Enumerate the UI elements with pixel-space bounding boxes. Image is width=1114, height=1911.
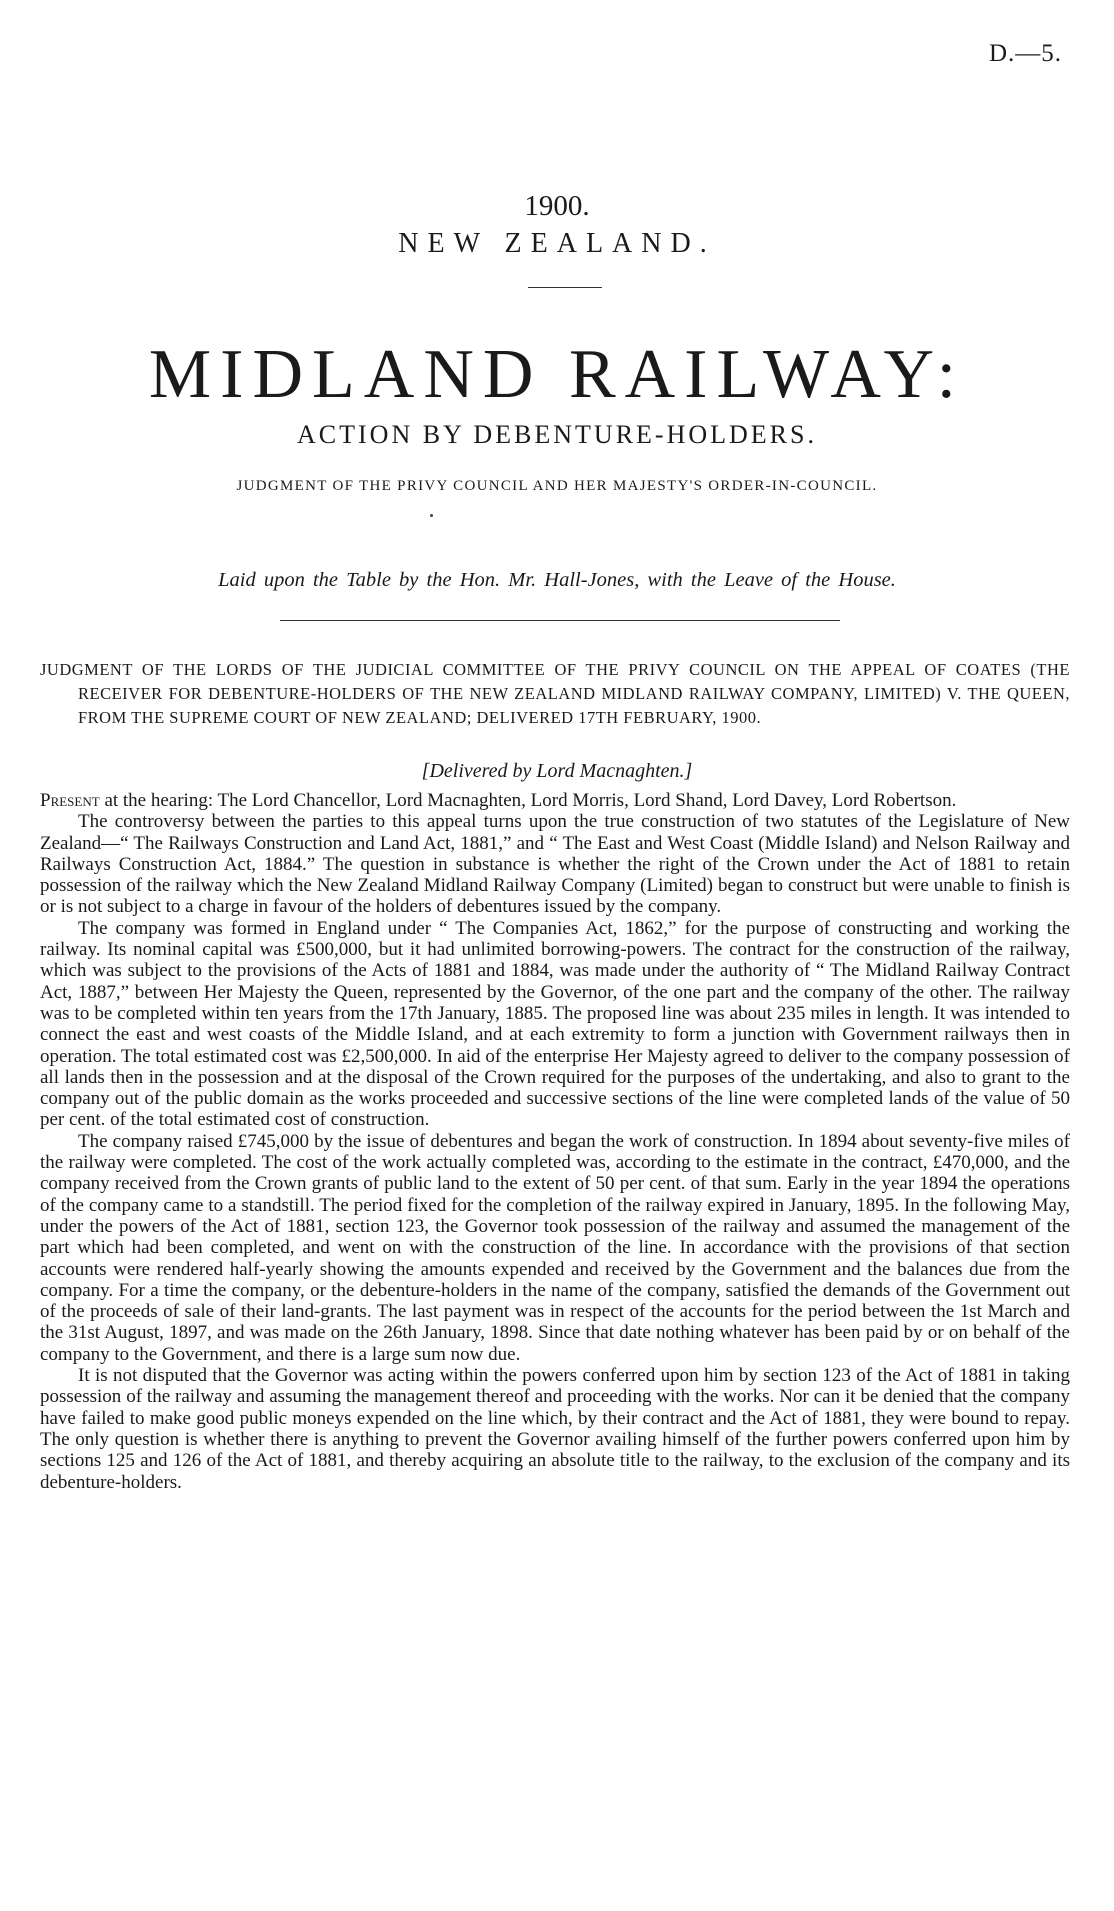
delivered-by: [Delivered by Lord Macnaghten.]: [421, 760, 693, 782]
paragraph-3: The company raised £745,000 by the issue of debentures and began the work of construction. In 1894 about seventy-five miles of the railway were completed. The cost of the work actually completed was, according to the estimate in the contract, £470,000, and the company received from the Crown grants of public land to the extent of 50 per cent. of that sum. Early in the year 1894 the operations of the company came to a standstill. The period fixed for the completion of the railway expired in January, 1895. In the following May, under the powers of the Act of 1881, section 123, the Governor took possession of the railway and assumed the management of the part which had been completed, and went on with the construction of the line. In accordance with the provisions of that section accounts were rendered half-yearly showing the amounts expended and received by the Government and the balances due from the company. For a time the company, or the debenture-holders in the name of the company, satisfied the demands of the Government out of the proceeds of sale of their land-grants. The last payment was in respect of the accounts for the period between the 1st March and the 31st August, 1897, and was made on the 26th January, 1898. Since that date nothing whatever has been paid by or on behalf of the company to the Government, and there is a large sum now due.: [40, 1130, 1070, 1365]
body-text: [40, 790, 1070, 1493]
present-text: at the hearing: The Lord Chancellor, Lord Macnaghten, Lord Morris, Lord Shand, Lord Davey, Lord Robertson.: [99, 790, 957, 811]
page-code: D.—5.: [988, 40, 1062, 67]
country: NEW ZEALAND.: [398, 228, 716, 259]
judgment-heading: JUDGMENT OF THE LORDS OF THE JUDICIAL COMMITTEE OF THE PRIVY COUNCIL ON THE APPEAL OF COATES (THE RECEIVER FOR DEBENTURE-HOLDERS OF THE NEW ZEALAND MIDLAND RAILWAY COMPANY, LIMITED) V. THE QUEEN, FROM THE SUPREME COURT OF NEW ZEALAND; DELIVERED 17TH FEBRUARY, 1900.: [40, 660, 1070, 727]
paragraph-1: The controversy between the parties to this appeal turns upon the true construction of two statutes of the Legislature of New Zealand—“ The Railways Construction and Land Act, 1881,” and “ The East and West Coast (Middle Island) and Nelson Railway and Railways Construction Act, 1884.” The question in substance is whether the right of the Crown under the Act of 1881 to retain possession of the railway which the New Zealand Midland Railway Company (Limited) began to construct but were unable to finish is or is not subject to a charge in favour of the holders of debentures issued by the company.: [40, 811, 1070, 918]
present-paragraph: [40, 790, 1070, 811]
short-divider: [528, 287, 602, 288]
paragraph-2: The company was formed in England under “ The Companies Act, 1862,” for the purpose of constructing and working the railway. Its nominal capital was £500,000, but it had unlimited borrowing-powers. The contract for the construction of the railway, which was subject to the provisions of the Acts of 1881 and 1884, was made under the authority of “ The Midland Railway Contract Act, 1887,” between Her Majesty the Queen, represented by the Governor, of the one part and the company of the other. The railway was to be completed within ten years from the 17th January, 1885. The proposed line was about 235 miles in length. It was intended to connect the east and west coasts of the Middle Island, and at each extremity to form a junction with Government railways then in operation. The total estimated cost was £2,500,000. In aid of the enterprise Her Majesty agreed to deliver to the company possession of all lands then in the possession and at the disposal of the Crown required for the purposes of the undertaking, and also to grant to the company out of the public domain as the works proceeded and successive sections of the line were completed lands of the value of 50 per cent. of the total estimated cost of construction.: [40, 917, 1070, 1131]
print-dot: [430, 514, 433, 517]
present-label: Present: [40, 790, 100, 811]
subheading: JUDGMENT OF THE PRIVY COUNCIL AND HER MAJESTY'S ORDER-IN-COUNCIL.: [236, 478, 878, 494]
long-divider: [280, 620, 840, 621]
laid-upon-note: Laid upon the Table by the Hon. Mr. Hall-Jones, with the Leave of the House.: [218, 569, 896, 591]
paragraph-4: It is not disputed that the Governor was acting within the powers conferred upon him by section 123 of the Act of 1881 in taking possession of the railway and assuming the management thereof and proceeding with the works. Nor can it be denied that the company have failed to make good public moneys expended on the line which, by their contract and the Act of 1881, they were bound to repay. The only question is whether there is anything to prevent the Governor availing himself of the further powers conferred upon him by sections 125 and 126 of the Act of 1881, and thereby acquiring an absolute title to the railway, to the exclusion of the company and its debenture-holders.: [40, 1365, 1070, 1493]
subtitle: ACTION BY DEBENTURE-HOLDERS.: [297, 420, 817, 449]
main-title: MIDLAND RAILWAY:: [148, 336, 966, 413]
year: 1900.: [524, 190, 590, 222]
